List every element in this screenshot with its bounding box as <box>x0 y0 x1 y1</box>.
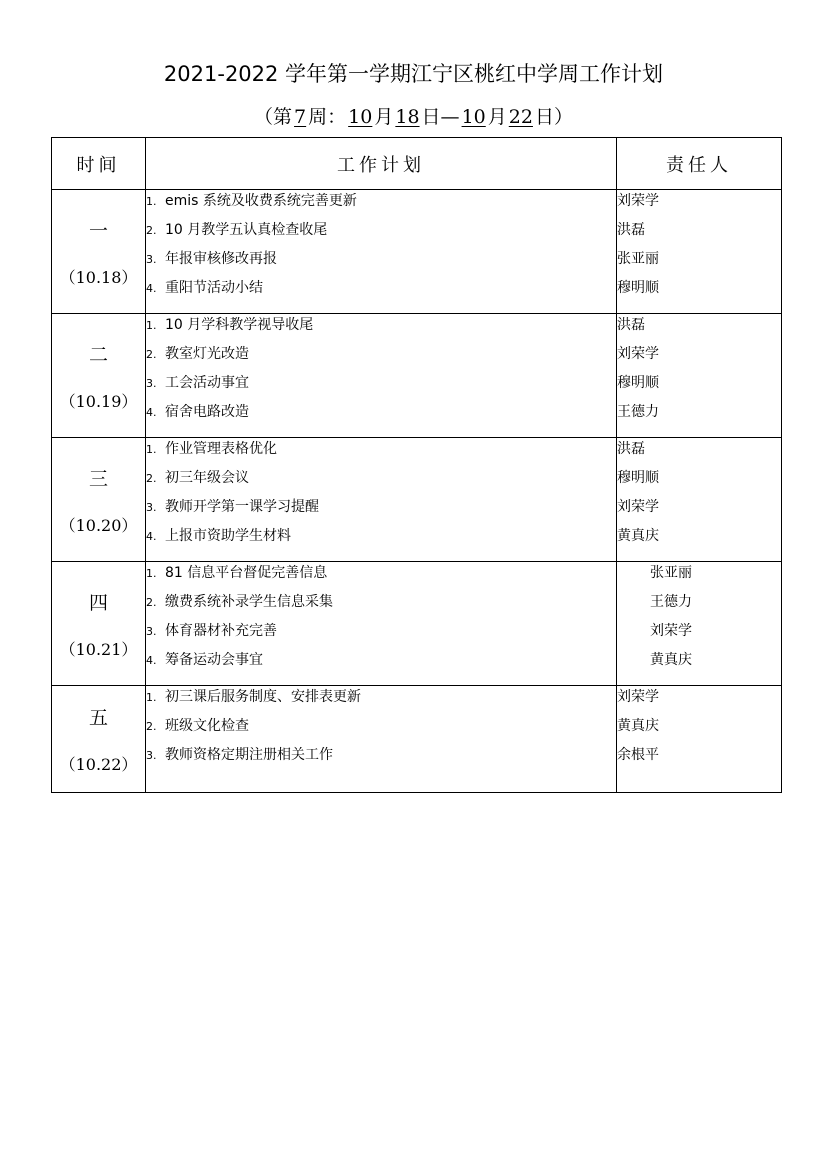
task-number: 2. <box>146 472 157 485</box>
task-item <box>146 525 616 554</box>
day-name: 二 <box>88 343 108 366</box>
task-item <box>146 496 616 525</box>
task-number: 4. <box>146 406 157 419</box>
task-item <box>146 562 616 591</box>
task-item <box>146 343 616 372</box>
day-cell <box>52 314 146 438</box>
responsible-person: 余根平 <box>617 747 659 763</box>
responsible-person: 黄真庆 <box>617 528 659 544</box>
responsible-person: 张亚丽 <box>617 251 659 267</box>
responsible-cell <box>617 314 782 438</box>
task-number: 4. <box>146 654 157 667</box>
task-item <box>146 401 616 430</box>
task-text: 工会活动事宜 <box>165 375 249 391</box>
table-row <box>52 562 782 686</box>
day-date: （10.20） <box>59 515 138 535</box>
page-title: 2021-2022 学年第一学期江宁区桃红中学周工作计划 <box>163 62 664 86</box>
task-number: 1. <box>146 195 157 208</box>
start-month: 10 <box>348 106 373 128</box>
task-text: 教师资格定期注册相关工作 <box>165 747 333 763</box>
responsible-person: 穆明顺 <box>617 375 659 391</box>
task-number: 2. <box>146 348 157 361</box>
task-number: 4. <box>146 530 157 543</box>
day-cell <box>52 562 146 686</box>
table-row <box>52 686 782 793</box>
tasks-cell <box>146 438 617 562</box>
end-month: 10 <box>461 106 486 128</box>
day-name: 五 <box>88 707 108 729</box>
subtitle-text: 日） <box>534 106 573 128</box>
task-text: 缴费系统补录学生信息采集 <box>165 594 333 610</box>
task-number: 2. <box>146 720 157 733</box>
responsible-cell <box>617 562 782 686</box>
day-date: （10.18） <box>59 267 138 287</box>
task-item <box>146 314 616 343</box>
task-text: 初三年级会议 <box>165 470 249 486</box>
task-item <box>146 277 616 306</box>
subtitle-text: 周： <box>308 106 347 128</box>
day-cell <box>52 190 146 314</box>
task-text: 81 信息平台督促完善信息 <box>165 565 328 581</box>
responsible-person: 王德力 <box>617 404 659 420</box>
task-item <box>146 715 616 744</box>
responsible-person: 刘荣学 <box>617 193 659 209</box>
subtitle-text: （第 <box>254 106 293 128</box>
task-number: 3. <box>146 749 157 762</box>
day-cell <box>52 438 146 562</box>
responsible-cell <box>617 438 782 562</box>
day-date: （10.21） <box>59 639 138 659</box>
responsible-person: 刘荣学 <box>650 623 692 639</box>
date-range-subtitle <box>0 102 827 129</box>
day-date: （10.22） <box>59 755 138 774</box>
task-item <box>146 190 616 219</box>
responsible-person: 穆明顺 <box>617 280 659 296</box>
day-name: 三 <box>88 467 108 490</box>
responsible-person: 刘荣学 <box>617 346 659 362</box>
responsible-person: 王德力 <box>650 594 692 610</box>
header-time: 时间 <box>52 138 146 190</box>
task-number: 3. <box>146 377 157 390</box>
responsible-person: 黄真庆 <box>650 652 692 668</box>
task-item <box>146 591 616 620</box>
responsible-person: 刘荣学 <box>617 689 659 705</box>
task-text: 教师开学第一课学习提醒 <box>165 499 319 515</box>
tasks-cell <box>146 686 617 793</box>
task-text: 上报市资助学生材料 <box>165 528 291 544</box>
task-item <box>146 620 616 649</box>
task-number: 4. <box>146 282 157 295</box>
responsible-person: 穆明顺 <box>617 470 659 486</box>
header-responsible: 责任人 <box>617 138 782 190</box>
responsible-person: 刘荣学 <box>617 499 659 515</box>
header-plan: 工作计划 <box>146 138 617 190</box>
task-number: 3. <box>146 501 157 514</box>
task-number: 1. <box>146 443 157 456</box>
task-item <box>146 744 616 773</box>
tasks-cell <box>146 314 617 438</box>
task-item <box>146 248 616 277</box>
tasks-cell <box>146 190 617 314</box>
responsible-person: 张亚丽 <box>650 565 692 581</box>
subtitle-text: 月 <box>374 106 394 128</box>
task-item <box>146 649 616 678</box>
task-number: 1. <box>146 567 157 580</box>
responsible-person: 黄真庆 <box>617 718 659 734</box>
table-row <box>52 314 782 438</box>
subtitle-text: 月 <box>487 106 507 128</box>
responsible-cell <box>617 190 782 314</box>
day-name: 四 <box>88 591 108 614</box>
task-item <box>146 219 616 248</box>
task-number: 3. <box>146 625 157 638</box>
day-name: 一 <box>88 219 108 242</box>
task-text: 宿舍电路改造 <box>165 404 249 420</box>
day-date: （10.19） <box>59 391 138 411</box>
table-row <box>52 438 782 562</box>
task-number: 2. <box>146 224 157 237</box>
task-text: 10 月教学五认真检查收尾 <box>165 222 328 238</box>
task-text: 重阳节活动小结 <box>165 280 263 296</box>
responsible-person: 洪磊 <box>617 317 645 333</box>
task-text: 10 月学科教学视导收尾 <box>165 317 314 333</box>
task-number: 1. <box>146 319 157 332</box>
task-number: 3. <box>146 253 157 266</box>
end-day: 22 <box>508 106 533 128</box>
table-header-row <box>52 138 782 190</box>
weekly-plan-table <box>51 137 782 793</box>
task-text: 筹备运动会事宜 <box>165 652 263 668</box>
task-text: 年报审核修改再报 <box>165 251 277 267</box>
task-item <box>146 686 616 715</box>
tasks-cell <box>146 562 617 686</box>
table-row <box>52 190 782 314</box>
task-number: 2. <box>146 596 157 609</box>
responsible-cell <box>617 686 782 793</box>
task-number: 1. <box>146 691 157 704</box>
start-day: 18 <box>395 106 420 128</box>
task-text: 班级文化检查 <box>165 718 249 734</box>
task-item <box>146 467 616 496</box>
responsible-person: 洪磊 <box>617 441 645 457</box>
task-text: 体育器材补充完善 <box>165 623 277 639</box>
day-cell <box>52 686 146 793</box>
task-text: 教室灯光改造 <box>165 346 249 362</box>
task-item <box>146 372 616 401</box>
week-number: 7 <box>294 106 307 128</box>
task-text: 初三课后服务制度、安排表更新 <box>165 689 361 705</box>
task-text: emis 系统及收费系统完善更新 <box>165 193 357 209</box>
responsible-person: 洪磊 <box>617 222 645 238</box>
task-text: 作业管理表格优化 <box>165 441 277 457</box>
subtitle-text: 日— <box>421 106 460 128</box>
task-item <box>146 438 616 467</box>
